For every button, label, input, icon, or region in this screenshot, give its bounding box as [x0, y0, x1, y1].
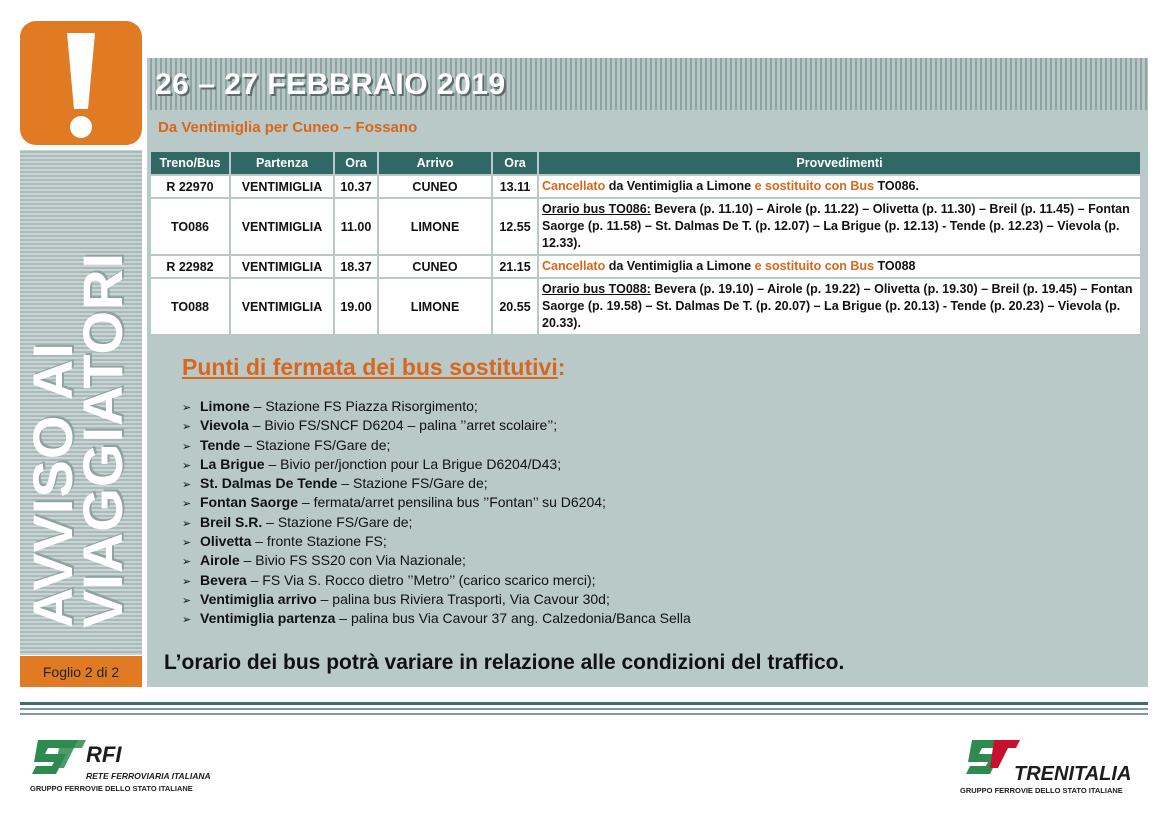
arrow-bullet-icon: ➢ [182, 575, 192, 588]
list-item [182, 397, 691, 416]
stop-name: Tende [200, 436, 241, 453]
cancelled-text: Cancellato [542, 179, 606, 193]
arrow-bullet-icon: ➢ [182, 537, 192, 550]
traffic-disclaimer: L’orario dei bus potrà variare in relazione alle condizioni del traffico. [164, 651, 845, 674]
cell-from: VENTIMIGLIA [230, 175, 334, 198]
stop-desc: – fermata/arret pensilina bus ’’Fontan’’ su D6204; [298, 494, 606, 511]
stops-list [182, 397, 691, 629]
cell-dep: 19.00 [334, 278, 378, 335]
cell-arr: 13.11 [492, 175, 538, 198]
cell-arr: 20.55 [492, 278, 538, 335]
cell-measures [538, 255, 1141, 278]
col-header-train: Treno/Bus [150, 151, 230, 175]
stop-name: Olivetta [200, 533, 252, 550]
list-item [182, 493, 691, 512]
cell-arr: 21.15 [492, 255, 538, 278]
cell-to: CUNEO [378, 255, 492, 278]
list-item [182, 551, 691, 570]
page-title: 26 – 27 FEBBRAIO 2019 [155, 68, 506, 101]
stop-name: Vievola [200, 417, 249, 434]
stop-desc: – palina bus Via Cavour 37 ang. Calzedonia/Banca Sella [335, 610, 691, 627]
stop-desc: – Bivio FS/SNCF D6204 – palina ’’arret scolaire’’; [248, 417, 558, 434]
rfi-name: RFI [86, 742, 122, 767]
cell-arr: 12.55 [492, 198, 538, 255]
cell-to: CUNEO [378, 175, 492, 198]
table-row [150, 175, 1141, 198]
stop-desc: – Bivio per/jonction pour La Brigue D6204/D43; [264, 455, 562, 472]
stops-heading-colon: : [557, 354, 566, 380]
folio-label: Foglio 2 di 2 [20, 656, 142, 687]
cancelled-text: Cancellato [542, 259, 606, 273]
cell-from: VENTIMIGLIA [230, 255, 334, 278]
col-header-arr-time: Ora [492, 151, 538, 175]
table-header-row [150, 151, 1141, 175]
cell-dep: 10.37 [334, 175, 378, 198]
cell-train: R 22970 [150, 175, 230, 198]
arrow-bullet-icon: ➢ [182, 594, 192, 607]
list-item [182, 532, 691, 551]
stop-name: Ventimiglia arrivo [200, 590, 317, 607]
divider [20, 702, 1148, 705]
bus-schedule-label: Orario bus TO086: [542, 202, 651, 216]
replaced-text: e sostituito con Bus [754, 179, 878, 193]
measure-text: da Ventimiglia a Limone [605, 259, 755, 273]
arrow-bullet-icon: ➢ [182, 402, 192, 414]
stop-desc: – FS Via S. Rocco dietro ’’Metro’’ (carico scarico merci); [246, 571, 596, 588]
stop-name: La Brigue [200, 455, 265, 472]
list-item [182, 436, 691, 455]
stop-name: Breil S.R. [200, 513, 263, 530]
arrow-bullet-icon: ➢ [182, 614, 192, 627]
bus-schedule-detail: Bevera (p. 19.10) – Airole (p. 19.22) – Olivetta (p. 19.30) – Breil (p. 19.45) – Fontan Saorge (p. 19.58) – St. Dalmas De T. (p. 20.07) – La Brigue (p. 20.13) - Tende (p. 20.23) – Vievola (p. 20.33). [542, 282, 1133, 330]
list-item [182, 590, 691, 609]
bus-code: TO086. [877, 179, 919, 193]
table-row [150, 198, 1141, 255]
col-header-dep-time: Ora [334, 151, 378, 175]
stop-name: Ventimiglia partenza [200, 610, 336, 627]
arrow-bullet-icon: ➢ [182, 556, 192, 569]
cell-measures [538, 198, 1141, 255]
divider [20, 708, 1148, 710]
cell-dep: 11.00 [334, 198, 378, 255]
exclamation-icon [20, 21, 142, 145]
cell-dep: 18.37 [334, 255, 378, 278]
divider [20, 713, 1148, 715]
cell-from: VENTIMIGLIA [230, 278, 334, 335]
table-row [150, 278, 1141, 335]
stops-heading [182, 354, 565, 381]
stop-desc: – palina bus Riviera Trasporti, Via Cavour 30d; [316, 590, 610, 607]
arrow-bullet-icon: ➢ [182, 517, 192, 530]
arrow-bullet-icon: ➢ [182, 421, 192, 434]
avviso-ai-viaggiatori-vertical [21, 251, 134, 628]
trenitalia-group: GRUPPO FERROVIE DELLO STATO ITALIANE [960, 786, 1123, 795]
rfi-logo [30, 736, 230, 796]
schedule-table [149, 150, 1142, 336]
stops-heading-text: Punti di fermata dei bus sostitutivi [182, 354, 558, 380]
list-item [182, 609, 691, 628]
route-subtitle: Da Ventimiglia per Cuneo – Fossano [158, 119, 418, 136]
bus-code: TO088 [877, 259, 916, 273]
trenitalia-logo [958, 736, 1148, 796]
bus-schedule-label: Orario bus TO088: [542, 282, 651, 296]
trenitalia-name: TRENITALIA [1014, 763, 1132, 785]
list-item [182, 474, 691, 493]
stop-name: Fontan Saorge [200, 494, 299, 511]
cell-from: VENTIMIGLIA [230, 198, 334, 255]
stop-name: Bevera [200, 571, 247, 588]
arrow-bullet-icon: ➢ [182, 498, 192, 511]
bus-schedule-detail: Bevera (p. 11.10) – Airole (p. 11.22) – Olivetta (p. 11.30) – Breil (p. 11.45) – Fontan Saorge (p. 11.58) – St. Dalmas De T. (p. 12.07) – La Brigue (p. 12.13) - Tende (p. 12.23) – Vievola (p. 12.33). [542, 202, 1130, 250]
col-header-arrival: Arrivo [378, 151, 492, 175]
rfi-subtitle: RETE FERROVIARIA ITALIANA [86, 771, 211, 781]
list-item [182, 455, 691, 474]
cell-to: LIMONE [378, 198, 492, 255]
stop-desc: – fronte Stazione FS; [251, 533, 387, 550]
col-header-measures: Provvedimenti [538, 151, 1141, 175]
stop-desc: – Stazione FS/Gare de; [262, 513, 413, 530]
vertical-text-line2: VIAGGIATORI [71, 251, 134, 628]
stop-desc: – Stazione FS Piazza Risorgimento; [249, 398, 478, 414]
list-item [182, 416, 691, 435]
cell-train: TO088 [150, 278, 230, 335]
stop-name: St. Dalmas De Tende [200, 475, 338, 492]
replaced-text: e sostituito con Bus [754, 259, 878, 273]
cell-measures [538, 278, 1141, 335]
table-row [150, 255, 1141, 278]
list-item [182, 513, 691, 532]
stop-desc: – Stazione FS/Gare de; [337, 475, 488, 492]
arrow-bullet-icon: ➢ [182, 440, 192, 453]
measure-text: da Ventimiglia a Limone [605, 179, 755, 193]
cell-measures [538, 175, 1141, 198]
cell-train: R 22982 [150, 255, 230, 278]
stop-desc: – Bivio FS SS20 con Via Nazionale; [239, 552, 466, 569]
stop-name: Airole [200, 552, 240, 569]
cell-train: TO086 [150, 198, 230, 255]
list-item [182, 571, 691, 590]
arrow-bullet-icon: ➢ [182, 459, 192, 472]
cell-to: LIMONE [378, 278, 492, 335]
arrow-bullet-icon: ➢ [182, 479, 192, 492]
vertical-text-line1: AVVISO AI [21, 342, 84, 628]
stop-name: Limone [200, 398, 250, 414]
col-header-departure: Partenza [230, 151, 334, 175]
stop-desc: – Stazione FS/Gare de; [240, 436, 391, 453]
rfi-group: GRUPPO FERROVIE DELLO STATO ITALIANE [30, 784, 193, 793]
